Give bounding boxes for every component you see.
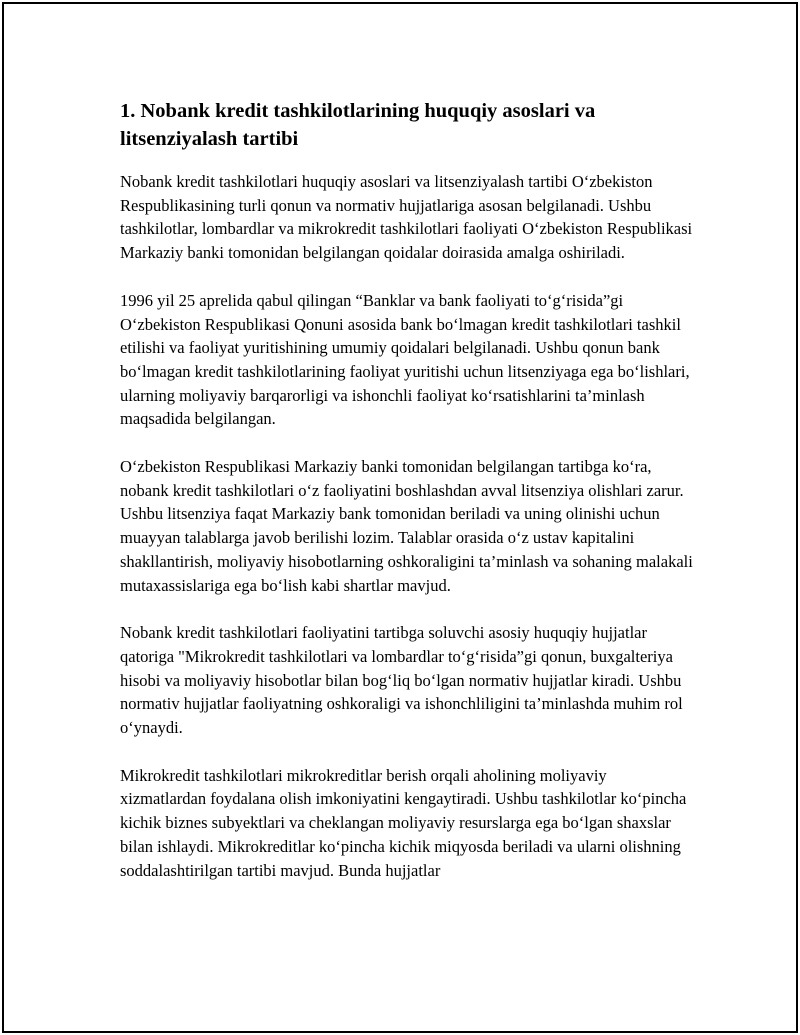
paragraph-4: Nobank kredit tashkilotlari faoliyatini tartibga soluvchi asosiy huquqiy hujjatlar qatoriga "Mikrokredit tashkilotlari va lombardlar to‘g‘risida”gi qonun, buxgalteriya hisobi va moliyaviy hisobotlar bilan bog‘liq bo‘lgan normativ hujjatlar kiradi. Ushbu normativ hujjatlar faoliyatning oshkoraligi va ishonchliligini ta’minlashda muhim rol o‘ynaydi. <box>120 623 683 738</box>
page-frame <box>2 2 798 1033</box>
section-title: 1. Nobank kredit tashkilotlarining huquqiy asoslari va litsenziyalash tartibi <box>120 100 596 150</box>
paragraph-5: Mikrokredit tashkilotlari mikrokreditlar berish orqali aholining moliyaviy xizmatlardan foydalana olish imkoniyatini kengaytiradi. Ushbu tashkilotlar ko‘pincha kichik biznes subyektlari va cheklangan moliyaviy resurslarga ega bo‘lgan shaxslar bilan ishlaydi. Mikrokreditlar ko‘pincha kichik miqyosda beriladi va ularni olishning soddalashtirilgan tartibi mavjud. Bunda hujjatlar <box>120 765 687 880</box>
document-body <box>120 97 695 906</box>
paragraph-2: 1996 yil 25 aprelida qabul qilingan “Banklar va bank faoliyati to‘g‘risida”gi O‘zbekiston Respublikasi Qonuni asosida bank bo‘lmagan kredit tashkilotlari tashkil etilishi va faoliyat yuritishining umumiy qoidalari belgilanadi. Ushbu qonun bank bo‘lmagan kredit tashkilotlarining faoliyat yuritishi uchun litsenziyaga ega bo‘lishlari, ularning moliyaviy barqarorligi va ishonchli faoliyat ko‘rsatishlarini ta’minlash maqsadida belgilangan. <box>120 290 690 429</box>
paragraph-3: O‘zbekiston Respublikasi Markaziy banki tomonidan belgilangan tartibga ko‘ra, nobank kredit tashkilotlari o‘z faoliyatini boshlashdan avval litsenziya olishlari zarur. Ushbu litsenziya faqat Markaziy bank tomonidan beriladi va uning olinishi uchun muayyan talablarga javob berilishi lozim. Talablar orasida o‘z ustav kapitalini shakllantirish, moliyaviy hisobotlarning oshkoraligini ta’minlash va sohaning malakali mutaxassislariga ega bo‘lish kabi shartlar mavjud. <box>120 457 693 595</box>
paragraph-1: Nobank kredit tashkilotlari huquqiy asoslari va litsenziyalash tartibi O‘zbekiston Respublikasining turli qonun va normativ hujjatlariga asosan belgilanadi. Ushbu tashkilotlar, lombardlar va mikrokredit tashkilotlari faoliyati O‘zbekiston Respublikasi Markaziy banki tomonidan belgilangan qoidalar doirasida amalga oshiriladi. <box>120 172 693 263</box>
